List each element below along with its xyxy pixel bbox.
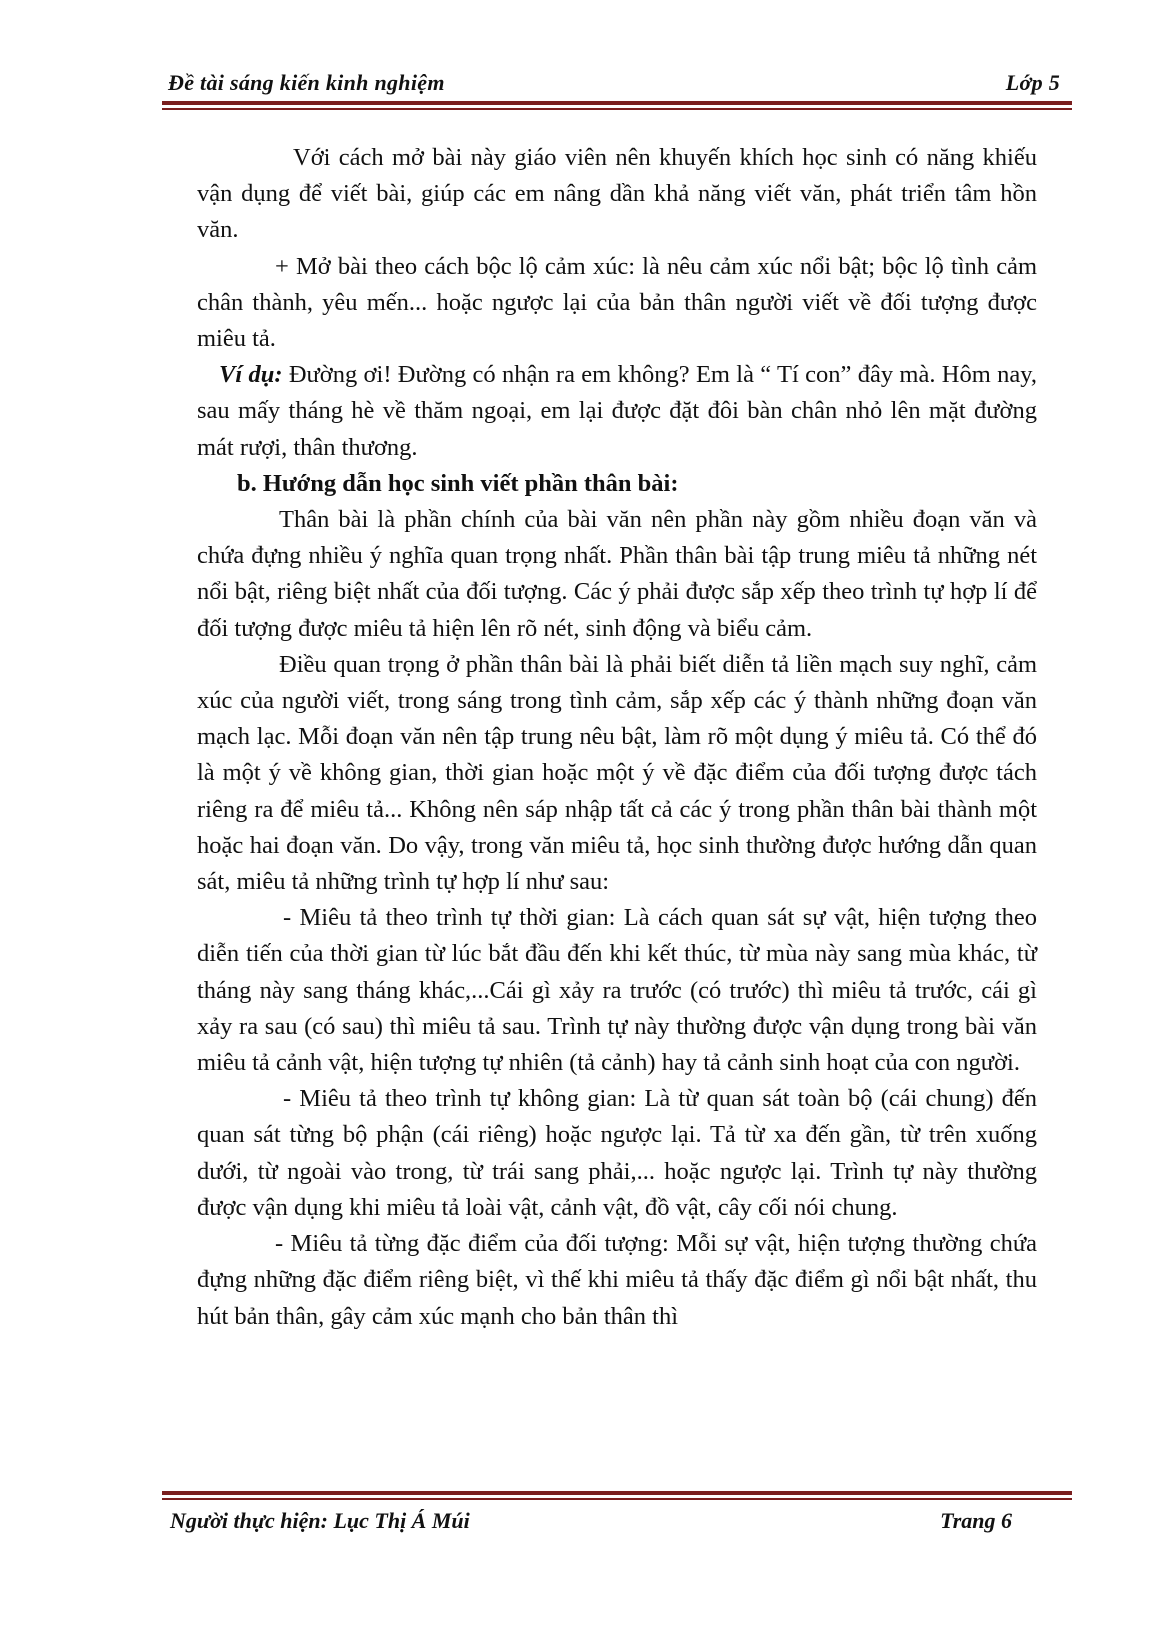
page-footer [162,1508,1072,1540]
section-heading: b. Hướng dẫn học sinh viết phần thân bài: [237,469,679,497]
grade-label: Lớp 5 [1005,70,1060,95]
page-number: Trang 6 [940,1508,1012,1533]
author-label: Người thực hiện: Lục Thị Á Múi [170,1508,470,1533]
paragraph: - Miêu tả theo trình tự không gian: Là từ quan sát toàn bộ (cái chung) đến quan sát từng bộ phận (cái riêng) hoặc ngược lại. Tả từ xa đến gần, từ trên xuống dưới, từ ngoài vào trong, từ trái sang phải,... hoặc ngược lại. Trình tự này thường được vận dụng khi miêu tả loài vật, cảnh vật, đồ vật, cây cối nói chung. [197,1085,1037,1221]
example-text: Đường ơi! Đường có nhận ra em không? Em là “ Tí con” đây mà. Hôm nay, sau mấy tháng hè về thăm ngoại, em lại được đặt đôi bàn chân nhỏ lên mặt đường mát rượi, thân thương. [197,361,1037,461]
example-label: Ví dụ: [219,361,283,389]
header-divider [162,101,1072,110]
paragraph: - Miêu tả từng đặc điểm của đối tượng: Mỗi sự vật, hiện tượng thường chứa đựng những đặc điểm riêng biệt, vì thế khi miêu tả thấy đặc điểm gì nổi bật nhất, thu hút bản thân, gây cảm xúc mạnh cho bản thân thì [197,1230,1037,1330]
page-header [162,70,1072,100]
paragraph: Điều quan trọng ở phần thân bài là phải biết diễn tả liền mạch suy nghĩ, cảm xúc của người viết, trong sáng trong tình cảm, sắp xếp các ý thành những đoạn văn mạch lạc. Mỗi đoạn văn nên tập trung nêu bật, làm rõ một dụng ý miêu tả. Có thể đó là một ý về không gian, thời gian hoặc một ý về đặc điểm của đối tượng được tách riêng ra để miêu tả... Không nên sáp nhập tất cả các ý trong phần thân bài thành một hoặc hai đoạn văn. Do vậy, trong văn miêu tả, học sinh thường được hướng dẫn quan sát, miêu tả những trình tự hợp lí như sau: [197,650,1037,896]
paragraph: + Mở bài theo cách bộc lộ cảm xúc: là nêu cảm xúc nổi bật; bộc lộ tình cảm chân thành, yêu mến... hoặc ngược lại của bản thân người viết về đối tượng được miêu tả. [197,252,1037,353]
example-paragraph [197,357,1037,466]
document-title: Đề tài sáng kiến kinh nghiệm [168,70,445,95]
page-body [197,140,1037,1335]
paragraph: Với cách mở bài này giáo viên nên khuyến khích học sinh có năng khiếu vận dụng để viết bài, giúp các em nâng dần khả năng viết văn, phát triển tâm hồn văn. [197,144,1037,244]
paragraph: Thân bài là phần chính của bài văn nên phần này gồm nhiều đoạn văn và chứa đựng nhiều ý nghĩa quan trọng nhất. Phần thân bài tập trung miêu tả những nét nổi bật, riêng biệt nhất của đối tượng. Các ý phải được sắp xếp theo trình tự hợp lí để đối tượng được miêu tả hiện lên rõ nét, sinh động và biểu cảm. [197,506,1037,642]
footer-divider [162,1491,1072,1500]
paragraph: - Miêu tả theo trình tự thời gian: Là cách quan sát sự vật, hiện tượng theo diễn tiến của thời gian từ lúc bắt đầu đến khi kết thúc, từ mùa này sang mùa khác, từ tháng này sang tháng khác,...Cái gì xảy ra trước (có trước) thì miêu tả trước, cái gì xảy ra sau (có sau) thì miêu tả sau. Trình tự này thường được vận dụng trong bài văn miêu tả cảnh vật, hiện tượng tự nhiên (tả cảnh) hay tả cảnh sinh hoạt của con người. [197,904,1037,1077]
